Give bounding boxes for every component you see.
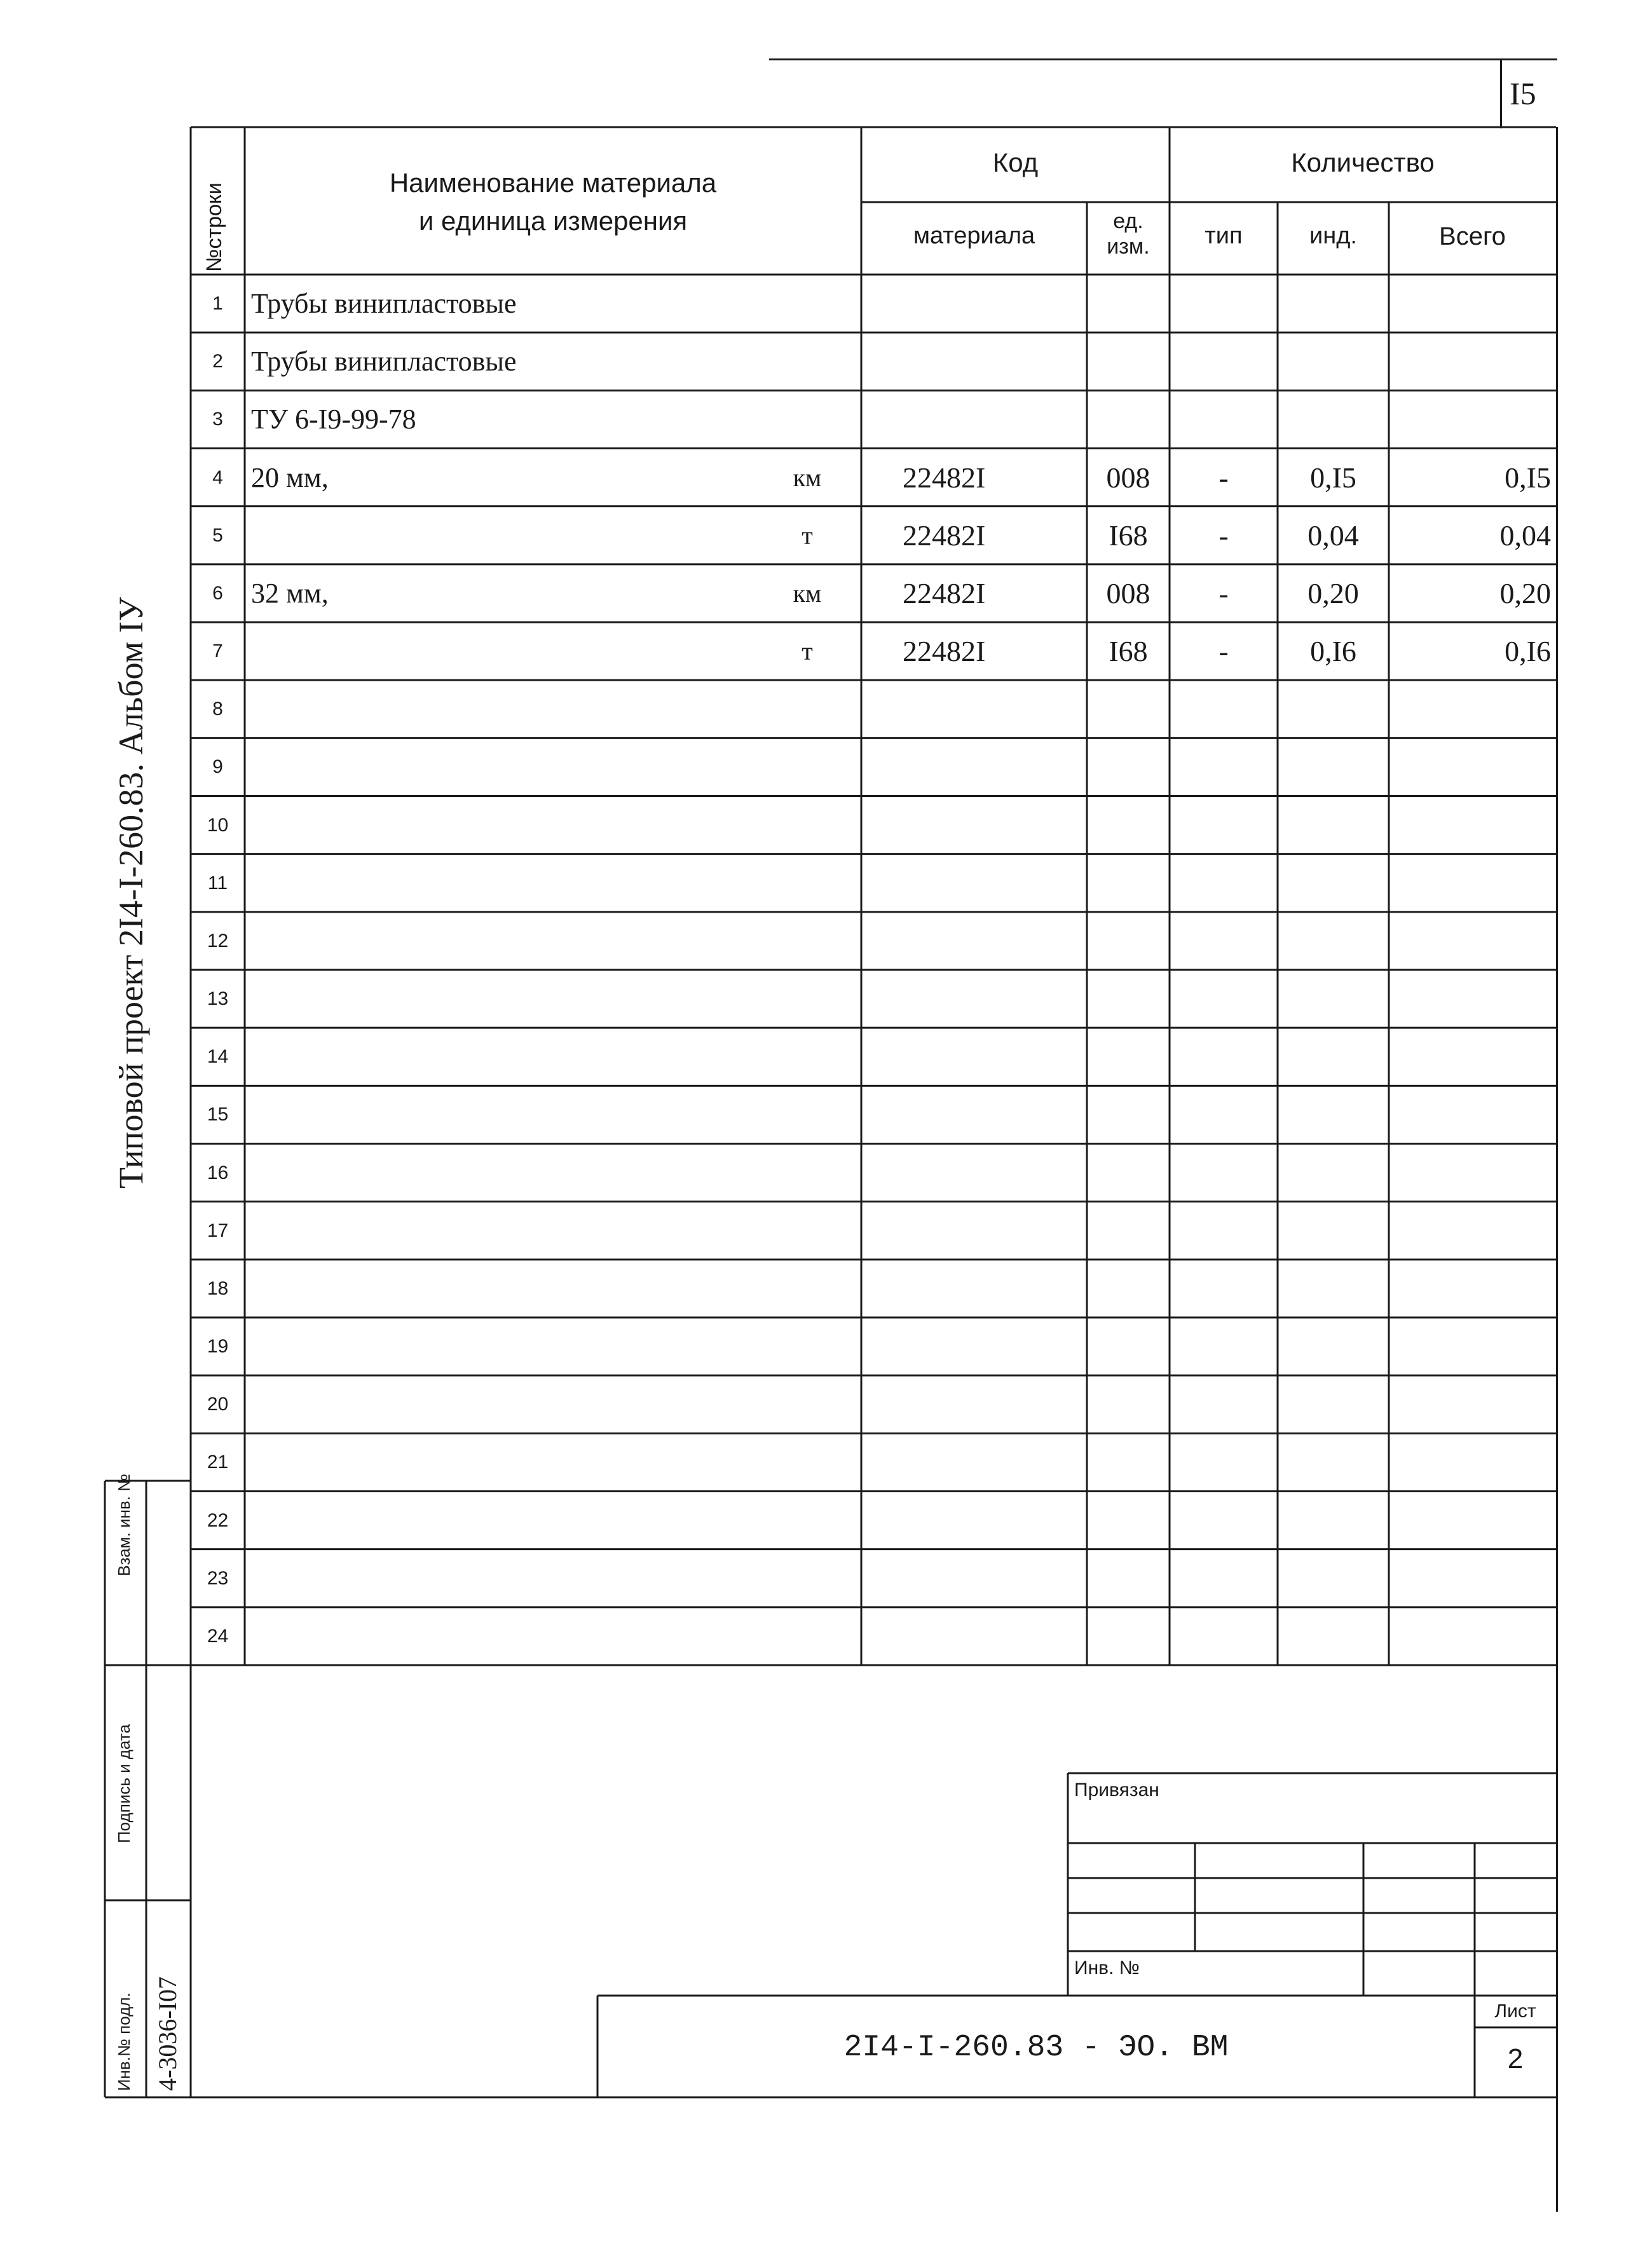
cell-ucode: I68	[1109, 635, 1148, 667]
row-number: 12	[207, 930, 229, 951]
title-block-privyazan: Привязан	[1074, 1780, 1159, 1800]
cell-ucode: I68	[1109, 519, 1148, 552]
stamp-inv-podl: Инв.№ подл.	[114, 1992, 133, 2091]
row-number: 20	[207, 1394, 229, 1415]
cell-type: -	[1219, 519, 1229, 552]
document-code: 2I4-I-260.83 - ЭО. ВМ	[843, 2031, 1229, 2065]
side-title: Типовой проект 2I4-I-260.83. Альбом IУ	[112, 597, 150, 1188]
cell-name: ТУ 6-I9-99-78	[251, 404, 416, 435]
cell-code: 22482I	[903, 576, 986, 609]
table-row	[0, 275, 1556, 332]
header-qty-type: тип	[1205, 222, 1243, 249]
row-number: 5	[212, 524, 223, 546]
table-row	[0, 1028, 1556, 1086]
table-row	[0, 738, 1556, 796]
table-row	[0, 564, 1556, 622]
cell-ind: 0,I6	[1310, 635, 1356, 667]
row-number: 15	[207, 1104, 229, 1126]
table-row	[0, 680, 1556, 738]
table-row	[0, 332, 1556, 390]
cell-code: 22482I	[903, 519, 986, 552]
row-number: 11	[207, 872, 228, 894]
stamp-vzam-inv: Взам. инв. №	[114, 1473, 133, 1576]
row-number: 18	[207, 1277, 229, 1299]
cell-total: 0,I5	[1505, 461, 1551, 494]
table-row	[0, 1260, 1556, 1317]
table-row	[0, 1086, 1556, 1143]
sheet-label: Лист	[1494, 2001, 1536, 2022]
cell-ucode: 008	[1106, 461, 1150, 494]
table-row	[0, 1607, 1556, 1665]
row-number: 13	[207, 988, 229, 1009]
table-row	[0, 390, 1556, 448]
sheet-number: 2	[1507, 2043, 1524, 2074]
header-code-unit: ед. изм.	[1107, 209, 1150, 259]
table-row	[0, 449, 1556, 507]
table-row	[0, 1549, 1556, 1607]
row-number: 7	[212, 641, 223, 662]
title-block-inv-no: Инв. №	[1074, 1957, 1140, 1978]
row-number: 10	[207, 814, 229, 836]
cell-name: Трубы винипластовые	[251, 288, 517, 319]
row-number: 8	[212, 698, 223, 720]
table-row	[0, 1317, 1556, 1375]
cell-name: Трубы винипластовые	[251, 346, 517, 378]
row-number: 3	[212, 409, 223, 430]
row-number: 16	[207, 1162, 229, 1183]
cell-unit: т	[802, 521, 813, 550]
row-number: 24	[207, 1625, 229, 1647]
row-number: 19	[207, 1336, 229, 1357]
cell-unit: т	[802, 637, 813, 665]
table-row	[0, 1492, 1556, 1549]
row-number: 4	[212, 466, 223, 488]
row-number: 14	[207, 1046, 229, 1068]
cell-total: 0,I6	[1505, 635, 1551, 667]
cell-ind: 0,04	[1307, 519, 1359, 552]
table-row	[0, 1433, 1556, 1491]
cell-unit: км	[793, 463, 822, 492]
header-code-material: материала	[913, 222, 1035, 249]
table-row	[0, 796, 1556, 854]
row-number: 2	[212, 351, 223, 372]
table-row	[0, 1375, 1556, 1433]
table-row	[0, 1144, 1556, 1202]
table-row	[0, 507, 1556, 564]
cell-type: -	[1219, 576, 1229, 609]
row-number: 6	[212, 582, 223, 604]
header-quantity-group: Количество	[1291, 147, 1435, 177]
cell-type: -	[1219, 461, 1229, 494]
cell-ind: 0,20	[1307, 576, 1359, 609]
cell-total: 0,20	[1499, 576, 1551, 609]
header-row-number: №строки	[202, 182, 226, 272]
table-row	[0, 854, 1556, 912]
cell-unit: км	[793, 578, 822, 608]
cell-ucode: 008	[1106, 576, 1150, 609]
header-qty-total: Всего	[1439, 222, 1506, 250]
cell-name: 32 мм,	[251, 577, 329, 609]
cell-name: 20 мм,	[251, 461, 329, 493]
header-code-group: Код	[992, 147, 1039, 177]
table-row	[0, 970, 1556, 1028]
header-qty-ind: инд.	[1309, 222, 1357, 249]
row-number: 22	[207, 1509, 229, 1531]
stamp-podpis-data: Подпись и дата	[114, 1724, 133, 1843]
row-number: 17	[207, 1220, 229, 1241]
row-number: 23	[207, 1567, 229, 1589]
row-number: 21	[207, 1452, 229, 1473]
table-row	[0, 622, 1556, 680]
table-row	[0, 912, 1556, 970]
row-number: 9	[212, 756, 223, 778]
cell-total: 0,04	[1499, 519, 1551, 552]
cell-code: 22482I	[903, 635, 986, 667]
cell-type: -	[1219, 635, 1229, 667]
row-number: 1	[212, 293, 223, 314]
header-material-name: Наименование материала и единица измерения	[389, 168, 717, 236]
stamp-inv-value: 4-3036-I07	[153, 1977, 182, 2091]
sheet-corner-number: I5	[1510, 76, 1536, 111]
cell-ind: 0,I5	[1310, 461, 1356, 494]
cell-code: 22482I	[903, 461, 986, 494]
table-row	[0, 1202, 1556, 1260]
